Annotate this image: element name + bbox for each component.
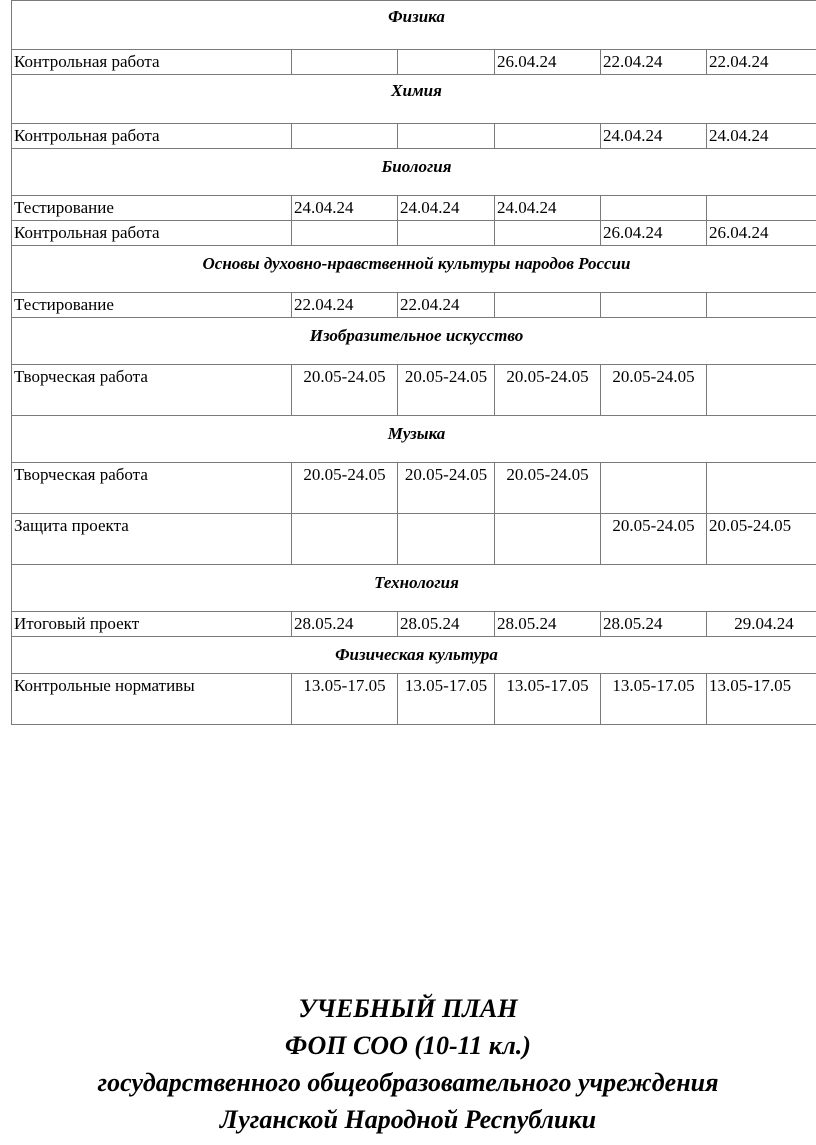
table-row (12, 124, 816, 149)
subject-header-row (12, 246, 816, 293)
table-row (12, 221, 816, 246)
date-cell: 22.04.24 (398, 293, 495, 318)
subject-title: Музыка (12, 416, 816, 463)
date-cell (398, 124, 495, 149)
assessment-schedule-table (11, 0, 816, 725)
date-cell: 20.05-24.05 (601, 365, 707, 416)
date-cell (707, 463, 816, 514)
assessment-type: Контрольная работа (12, 124, 292, 149)
date-cell: 26.04.24 (601, 221, 707, 246)
date-cell (292, 514, 398, 565)
date-cell (495, 124, 601, 149)
date-cell: 20.05-24.05 (398, 463, 495, 514)
table-row (12, 674, 816, 725)
date-cell: 20.05-24.05 (292, 365, 398, 416)
table-row (12, 50, 816, 75)
assessment-type: Контрольные нормативы (12, 674, 292, 725)
date-cell: 22.04.24 (601, 50, 707, 75)
date-cell (292, 221, 398, 246)
date-cell: 20.05-24.05 (398, 365, 495, 416)
date-cell: 20.05-24.05 (707, 514, 816, 565)
assessment-type: Итоговый проект (12, 612, 292, 637)
date-cell (601, 196, 707, 221)
title-line: Луганской Народной Республики (219, 1105, 597, 1134)
date-cell: 24.04.24 (398, 196, 495, 221)
assessment-type: Тестирование (12, 196, 292, 221)
date-cell: 26.04.24 (707, 221, 816, 246)
date-cell: 29.04.24 (707, 612, 816, 637)
date-cell (601, 463, 707, 514)
table-row (12, 463, 816, 514)
date-cell: 13.05-17.05 (398, 674, 495, 725)
assessment-type: Творческая работа (12, 365, 292, 416)
subject-header-row (12, 75, 816, 124)
table-row (12, 612, 816, 637)
subject-title: Химия (12, 75, 816, 124)
date-cell: 22.04.24 (707, 50, 816, 75)
date-cell: 13.05-17.05 (292, 674, 398, 725)
title-line: ФОП СОО (10-11 кл.) (285, 1031, 531, 1060)
date-cell (707, 293, 816, 318)
date-cell (707, 365, 816, 416)
date-cell: 24.04.24 (292, 196, 398, 221)
date-cell (601, 293, 707, 318)
title-line: УЧЕБНЫЙ ПЛАН (298, 994, 518, 1023)
curriculum-title (0, 990, 816, 1138)
assessment-type: Защита проекта (12, 514, 292, 565)
date-cell: 20.05-24.05 (495, 463, 601, 514)
date-cell: 13.05-17.05 (601, 674, 707, 725)
date-cell (707, 196, 816, 221)
date-cell: 28.05.24 (292, 612, 398, 637)
date-cell (495, 293, 601, 318)
subject-header-row (12, 637, 816, 674)
date-cell: 20.05-24.05 (495, 365, 601, 416)
date-cell: 24.04.24 (707, 124, 816, 149)
date-cell (398, 514, 495, 565)
date-cell: 28.05.24 (495, 612, 601, 637)
date-cell (292, 124, 398, 149)
subject-header-row (12, 149, 816, 196)
date-cell: 20.05-24.05 (601, 514, 707, 565)
subject-title: Физическая культура (12, 637, 816, 674)
subject-header-row (12, 416, 816, 463)
date-cell: 28.05.24 (398, 612, 495, 637)
subject-header-row (12, 565, 816, 612)
subject-title: Изобразительное искусство (12, 318, 816, 365)
date-cell: 26.04.24 (495, 50, 601, 75)
subject-title: Биология (12, 149, 816, 196)
table-row (12, 196, 816, 221)
assessment-type: Контрольная работа (12, 50, 292, 75)
date-cell (398, 50, 495, 75)
subject-title: Основы духовно-нравственной культуры народов России (12, 246, 816, 293)
date-cell: 13.05-17.05 (495, 674, 601, 725)
title-line: государственного общеобразовательного учреждения (97, 1068, 719, 1097)
subject-title: Физика (12, 1, 816, 50)
assessment-type: Тестирование (12, 293, 292, 318)
subject-header-row (12, 1, 816, 50)
date-cell (495, 514, 601, 565)
date-cell (398, 221, 495, 246)
subject-title: Технология (12, 565, 816, 612)
table-row (12, 514, 816, 565)
subject-header-row (12, 318, 816, 365)
date-cell: 24.04.24 (601, 124, 707, 149)
date-cell: 22.04.24 (292, 293, 398, 318)
date-cell (495, 221, 601, 246)
date-cell: 24.04.24 (495, 196, 601, 221)
date-cell: 20.05-24.05 (292, 463, 398, 514)
table-row (12, 365, 816, 416)
table-row (12, 293, 816, 318)
date-cell: 13.05-17.05 (707, 674, 816, 725)
assessment-type: Контрольная работа (12, 221, 292, 246)
date-cell: 28.05.24 (601, 612, 707, 637)
assessment-type: Творческая работа (12, 463, 292, 514)
date-cell (292, 50, 398, 75)
